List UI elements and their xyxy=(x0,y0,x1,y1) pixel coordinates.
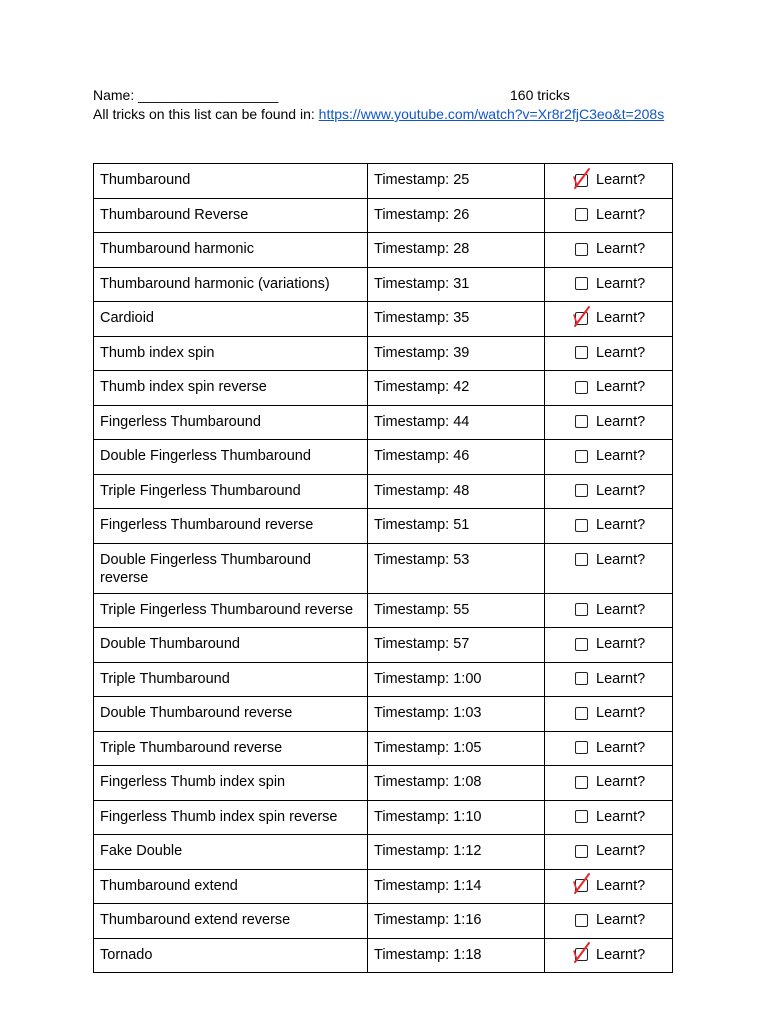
trick-name: Triple Thumbaround reverse xyxy=(94,731,368,766)
document-header xyxy=(93,86,683,124)
learnt-cell xyxy=(545,800,673,835)
learnt-checkbox-group[interactable] xyxy=(575,413,645,431)
trick-timestamp: Timestamp: 26 xyxy=(368,198,545,233)
trick-timestamp: Timestamp: 1:03 xyxy=(368,697,545,732)
trick-timestamp: Timestamp: 35 xyxy=(368,302,545,337)
learnt-cell xyxy=(545,543,673,593)
learnt-checkbox-group[interactable] xyxy=(575,275,645,293)
learnt-label: Learnt? xyxy=(596,413,646,430)
learnt-label: Learnt? xyxy=(596,843,646,859)
table-row xyxy=(94,198,673,233)
learnt-cell xyxy=(545,904,673,939)
trick-timestamp: Timestamp: 1:16 xyxy=(368,904,545,939)
trick-timestamp: Timestamp: 51 xyxy=(368,509,545,544)
trick-name: Fingerless Thumb index spin xyxy=(94,766,368,801)
learnt-cell xyxy=(545,474,673,509)
trick-count: 160 tricks xyxy=(510,87,570,103)
learnt-checkbox-group[interactable] xyxy=(575,206,645,224)
table-row xyxy=(94,405,673,440)
table-row xyxy=(94,474,673,509)
learnt-checkbox-group[interactable] xyxy=(575,842,645,860)
trick-name: Double Fingerless Thumbaround reverse xyxy=(94,543,368,593)
check-mark-icon xyxy=(572,168,592,190)
table-row xyxy=(94,766,673,801)
learnt-cell xyxy=(545,766,673,801)
learnt-checkbox-group[interactable] xyxy=(575,240,645,258)
trick-timestamp: Timestamp: 1:08 xyxy=(368,766,545,801)
learnt-label: Learnt? xyxy=(596,739,646,756)
learnt-checkbox[interactable] xyxy=(575,553,588,566)
learnt-checkbox-group[interactable] xyxy=(575,516,645,534)
learnt-checkbox-group[interactable] xyxy=(575,171,645,189)
learnt-label: Learnt? xyxy=(596,275,646,292)
learnt-label: Learnt? xyxy=(596,670,646,687)
table-row xyxy=(94,938,673,973)
learnt-checkbox[interactable] xyxy=(575,381,588,394)
learnt-checkbox[interactable] xyxy=(575,672,588,685)
table-row xyxy=(94,233,673,268)
learnt-cell xyxy=(545,371,673,406)
table-row xyxy=(94,336,673,371)
learnt-cell xyxy=(545,440,673,475)
trick-name: Fake Double xyxy=(94,835,368,870)
learnt-label: Learnt? xyxy=(596,206,646,223)
trick-name: Thumbaround extend xyxy=(94,869,368,904)
learnt-label: Learnt? xyxy=(596,379,646,395)
trick-timestamp: Timestamp: 55 xyxy=(368,593,545,628)
learnt-cell xyxy=(545,593,673,628)
learnt-checkbox[interactable] xyxy=(575,484,588,497)
table-row xyxy=(94,371,673,406)
learnt-cell xyxy=(545,628,673,663)
learnt-cell xyxy=(545,164,673,199)
trick-name: Double Thumbaround reverse xyxy=(94,697,368,732)
learnt-checkbox-group[interactable] xyxy=(575,773,645,791)
learnt-checkbox-group[interactable] xyxy=(575,946,645,964)
learnt-checkbox-group[interactable] xyxy=(575,704,645,722)
trick-name: Fingerless Thumbaround xyxy=(94,405,368,440)
learnt-checkbox[interactable] xyxy=(575,519,588,532)
trick-timestamp: Timestamp: 48 xyxy=(368,474,545,509)
table-row xyxy=(94,869,673,904)
table-row xyxy=(94,835,673,870)
trick-name: Triple Fingerless Thumbaround reverse xyxy=(94,593,368,628)
learnt-checkbox[interactable] xyxy=(575,948,588,961)
learnt-checkbox[interactable] xyxy=(575,603,588,616)
learnt-checkbox-group[interactable] xyxy=(575,739,645,757)
trick-name: Cardioid xyxy=(94,302,368,337)
check-mark-icon xyxy=(572,873,592,895)
learnt-checkbox[interactable] xyxy=(575,810,588,823)
source-label: All tricks on this list can be found in: xyxy=(93,106,315,122)
trick-timestamp: Timestamp: 57 xyxy=(368,628,545,663)
learnt-checkbox[interactable] xyxy=(575,174,588,187)
trick-timestamp: Timestamp: 1:18 xyxy=(368,938,545,973)
learnt-checkbox[interactable] xyxy=(575,208,588,221)
tricks-table xyxy=(93,163,673,973)
learnt-checkbox[interactable] xyxy=(575,776,588,789)
learnt-cell xyxy=(545,267,673,302)
table-row xyxy=(94,509,673,544)
trick-name: Thumbaround xyxy=(94,164,368,199)
header-line-2 xyxy=(93,105,683,124)
trick-name: Thumbaround harmonic xyxy=(94,233,368,268)
trick-timestamp: Timestamp: 1:00 xyxy=(368,662,545,697)
trick-timestamp: Timestamp: 1:14 xyxy=(368,869,545,904)
trick-timestamp: Timestamp: 1:05 xyxy=(368,731,545,766)
header-line-1 xyxy=(93,86,683,105)
trick-timestamp: Timestamp: 46 xyxy=(368,440,545,475)
learnt-cell xyxy=(545,662,673,697)
source-link[interactable]: https://www.youtube.com/watch?v=Xr8r2fjC3eo&t=208s xyxy=(318,106,665,122)
learnt-label: Learnt? xyxy=(596,551,646,568)
learnt-label: Learnt? xyxy=(596,448,646,464)
learnt-checkbox[interactable] xyxy=(575,638,588,651)
learnt-label: Learnt? xyxy=(596,517,646,533)
check-mark-icon xyxy=(572,942,592,964)
learnt-checkbox[interactable] xyxy=(575,346,588,359)
trick-timestamp: Timestamp: 39 xyxy=(368,336,545,371)
learnt-label: Learnt? xyxy=(596,946,646,963)
learnt-checkbox[interactable] xyxy=(575,243,588,256)
trick-name: Tornado xyxy=(94,938,368,973)
learnt-cell xyxy=(545,233,673,268)
learnt-checkbox-group[interactable] xyxy=(575,447,645,465)
learnt-label: Learnt? xyxy=(596,636,646,652)
learnt-checkbox-group[interactable] xyxy=(575,670,645,688)
trick-name: Thumb index spin xyxy=(94,336,368,371)
learnt-checkbox-group[interactable] xyxy=(575,601,645,619)
learnt-checkbox-group[interactable] xyxy=(575,344,645,362)
learnt-checkbox-group[interactable] xyxy=(575,378,645,396)
learnt-cell xyxy=(545,198,673,233)
trick-timestamp: Timestamp: 28 xyxy=(368,233,545,268)
learnt-label: Learnt? xyxy=(596,482,646,499)
learnt-label: Learnt? xyxy=(596,344,646,361)
table-row xyxy=(94,628,673,663)
learnt-label: Learnt? xyxy=(596,877,646,894)
learnt-checkbox[interactable] xyxy=(575,707,588,720)
learnt-checkbox-group[interactable] xyxy=(575,635,645,653)
learnt-checkbox-group[interactable] xyxy=(575,482,645,500)
trick-name: Thumbaround harmonic (variations) xyxy=(94,267,368,302)
table-row xyxy=(94,440,673,475)
trick-name: Fingerless Thumb index spin reverse xyxy=(94,800,368,835)
learnt-checkbox-group[interactable] xyxy=(575,309,645,327)
name-field-label: Name: __________________ xyxy=(93,87,279,103)
table-row xyxy=(94,267,673,302)
table-row xyxy=(94,164,673,199)
trick-name: Thumbaround extend reverse xyxy=(94,904,368,939)
learnt-checkbox[interactable] xyxy=(575,914,588,927)
learnt-cell xyxy=(545,302,673,337)
learnt-checkbox[interactable] xyxy=(575,415,588,428)
learnt-cell xyxy=(545,835,673,870)
learnt-cell xyxy=(545,697,673,732)
learnt-label: Learnt? xyxy=(596,241,646,257)
learnt-label: Learnt? xyxy=(596,172,646,188)
learnt-checkbox[interactable] xyxy=(575,879,588,892)
learnt-label: Learnt? xyxy=(596,310,646,326)
table-row xyxy=(94,543,673,593)
trick-name: Fingerless Thumbaround reverse xyxy=(94,509,368,544)
trick-name: Thumbaround Reverse xyxy=(94,198,368,233)
learnt-label: Learnt? xyxy=(596,912,646,928)
learnt-checkbox-group[interactable] xyxy=(575,808,645,826)
learnt-checkbox-group[interactable] xyxy=(575,877,645,895)
trick-name: Triple Thumbaround xyxy=(94,662,368,697)
learnt-checkbox-group[interactable] xyxy=(575,911,645,929)
learnt-cell xyxy=(545,336,673,371)
trick-timestamp: Timestamp: 44 xyxy=(368,405,545,440)
trick-timestamp: Timestamp: 1:10 xyxy=(368,800,545,835)
table-row xyxy=(94,697,673,732)
learnt-label: Learnt? xyxy=(596,808,646,825)
learnt-checkbox[interactable] xyxy=(575,741,588,754)
learnt-label: Learnt? xyxy=(596,601,646,618)
check-mark-icon xyxy=(572,306,592,328)
learnt-cell xyxy=(545,509,673,544)
learnt-checkbox[interactable] xyxy=(575,277,588,290)
trick-name: Thumb index spin reverse xyxy=(94,371,368,406)
table-row xyxy=(94,302,673,337)
table-row xyxy=(94,904,673,939)
trick-name: Double Fingerless Thumbaround xyxy=(94,440,368,475)
trick-timestamp: Timestamp: 31 xyxy=(368,267,545,302)
learnt-cell xyxy=(545,731,673,766)
learnt-checkbox[interactable] xyxy=(575,312,588,325)
trick-timestamp: Timestamp: 25 xyxy=(368,164,545,199)
learnt-checkbox-group[interactable] xyxy=(575,551,645,569)
trick-timestamp: Timestamp: 53 xyxy=(368,543,545,593)
trick-name: Double Thumbaround xyxy=(94,628,368,663)
table-row xyxy=(94,731,673,766)
trick-name: Triple Fingerless Thumbaround xyxy=(94,474,368,509)
learnt-cell xyxy=(545,869,673,904)
trick-timestamp: Timestamp: 1:12 xyxy=(368,835,545,870)
learnt-cell xyxy=(545,405,673,440)
table-row xyxy=(94,593,673,628)
trick-timestamp: Timestamp: 42 xyxy=(368,371,545,406)
table-row xyxy=(94,662,673,697)
learnt-checkbox[interactable] xyxy=(575,450,588,463)
learnt-label: Learnt? xyxy=(596,774,646,790)
learnt-label: Learnt? xyxy=(596,705,646,721)
tricks-table-body xyxy=(94,164,673,973)
learnt-cell xyxy=(545,938,673,973)
learnt-checkbox[interactable] xyxy=(575,845,588,858)
table-row xyxy=(94,800,673,835)
